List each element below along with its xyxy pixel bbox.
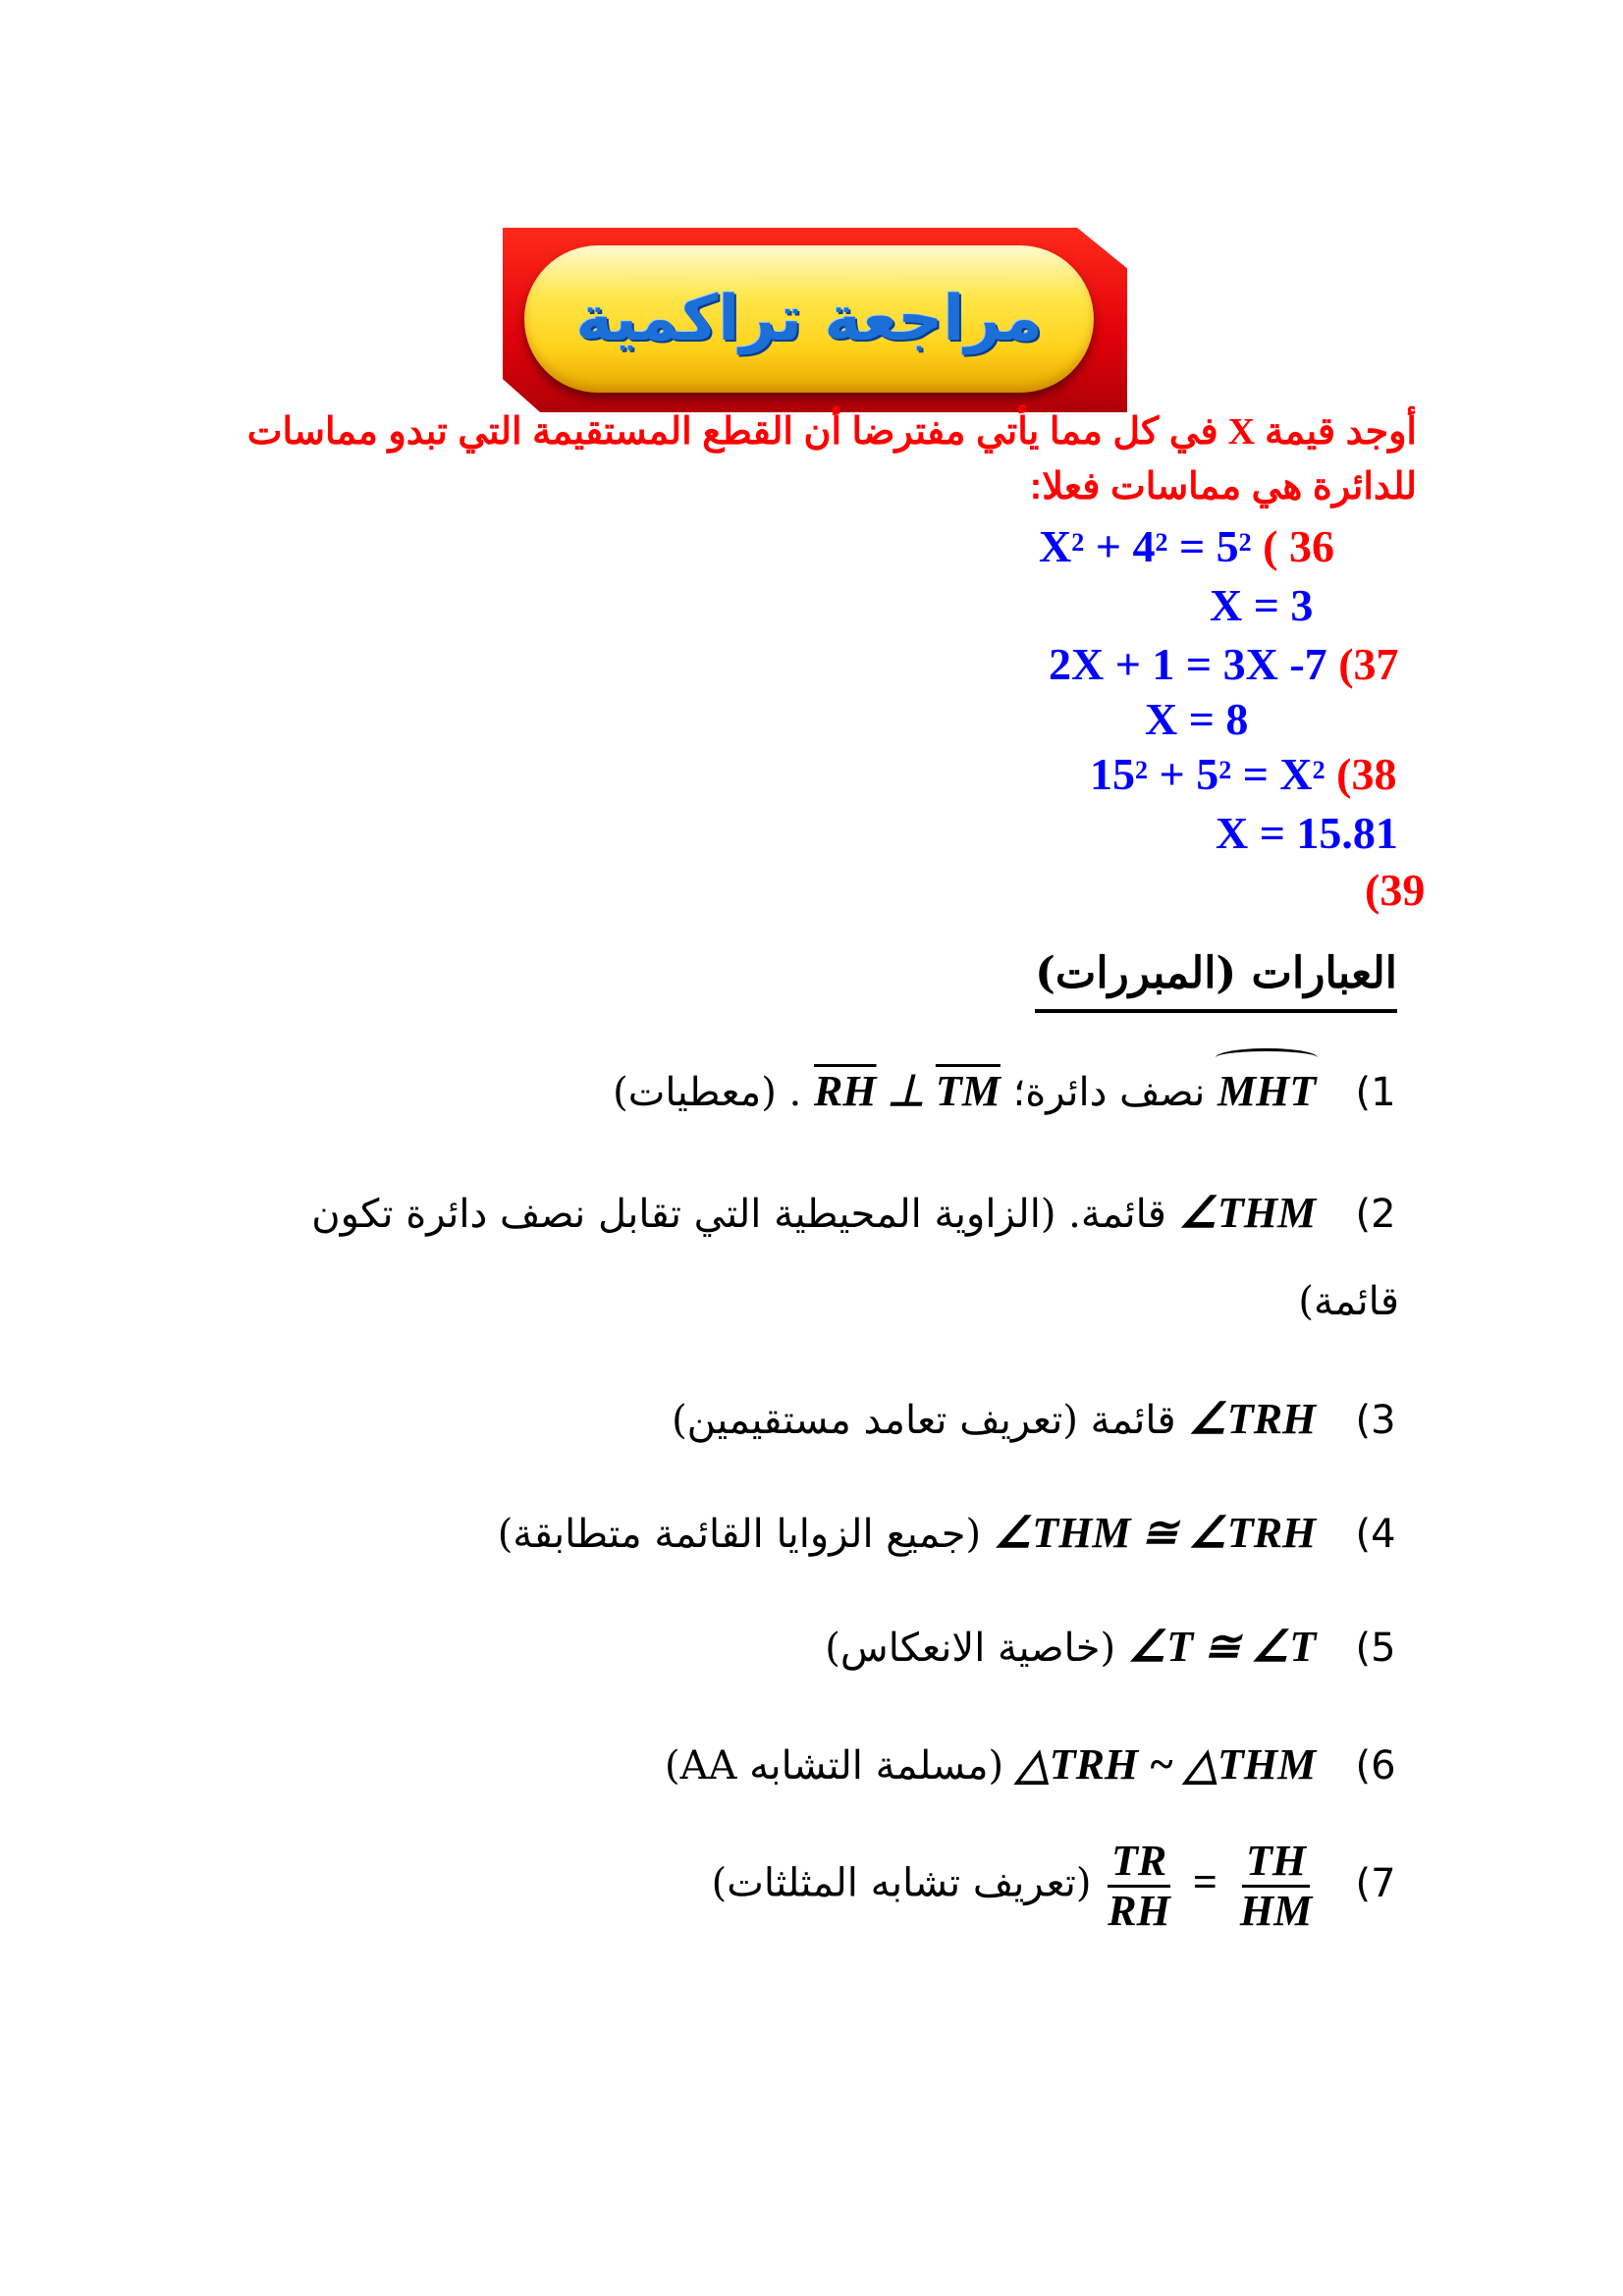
q38-number: (38 <box>1336 749 1397 799</box>
step-number: 5) <box>1355 1626 1396 1671</box>
step-text: نصف دائرة؛ <box>1012 1070 1206 1115</box>
proof-step-3 <box>672 1384 1399 1456</box>
answer-38-result: X = 15.81 <box>1216 808 1398 858</box>
step-number: 3) <box>1355 1398 1396 1443</box>
answer-36-result: X = 3 <box>1210 580 1314 630</box>
q36-equation: $X^2 + 4^2 = 5^2$ <box>1039 521 1252 571</box>
instructions-part-2: في كل مما يأتي مفترضا أن القطع المستقيمة التي تبدو مماسات <box>246 411 1218 453</box>
step-number: 1) <box>1355 1070 1396 1115</box>
step-math: ∠TRH <box>1188 1395 1317 1443</box>
banner-yellow-pill <box>524 245 1094 393</box>
instructions-line-1 <box>229 408 1417 455</box>
step-number: 7) <box>1355 1860 1396 1906</box>
step-math: ∠THM ≅ ∠TRH <box>993 1509 1317 1557</box>
step-number: 4) <box>1355 1512 1396 1557</box>
q37-number: (37 <box>1338 639 1399 689</box>
proof-step-7 <box>712 1838 1399 1935</box>
answer-36-equation <box>1039 520 1334 573</box>
answer-38-equation <box>1090 748 1396 801</box>
instructions-part-1: أوجد قيمة <box>1265 411 1417 453</box>
instructions-line-2: للدائرة هي مماسات فعلا: <box>1029 466 1417 507</box>
proof-title: العبارات (المبررات) <box>1035 944 1397 1013</box>
proof-step-6 <box>665 1730 1399 1801</box>
proof-step-4 <box>498 1498 1399 1570</box>
step-math: △TRH ~ △THM <box>1015 1740 1317 1789</box>
step-text: (مسلمة التشابه AA) <box>664 1743 1004 1789</box>
step-text: (تعريف تشابه المثلثات) <box>711 1860 1092 1906</box>
banner-title: مراجعة تراكمية <box>575 283 1043 355</box>
proof-step-2-continued <box>1298 1266 1399 1337</box>
proof-step-2 <box>311 1178 1399 1250</box>
step-reason: . (معطيات) <box>613 1070 802 1115</box>
answer-37-result: X = 8 <box>1145 694 1249 744</box>
step-text: (جميع الزوايا القائمة متطابقة) <box>497 1512 982 1557</box>
proof-step-5 <box>825 1612 1399 1683</box>
step-text: (خاصية الانعكاس) <box>825 1626 1116 1671</box>
step-math-proportion: $\frac{TR}{RH}$ = $\frac{TH}{HM}$ <box>1104 1838 1316 1935</box>
instructions-variable: X <box>1227 411 1256 453</box>
step-number: 2) <box>1355 1192 1396 1237</box>
q36-number: ( 36 <box>1263 521 1334 571</box>
step-math-arc: MHT <box>1217 1056 1316 1127</box>
q37-equation: 2X + 1 = 3X -7 <box>1049 639 1327 689</box>
step-number: 6) <box>1355 1743 1396 1789</box>
q38-equation: $15^2 + 5^2 = X^2$ <box>1090 749 1325 799</box>
step-math-perpendicular: $\overline{RH}$ ⊥ $\overline{TM}$ <box>813 1067 1001 1115</box>
proof-step-1 <box>613 1056 1399 1128</box>
fraction-left: $\frac{TH}{HM}$ <box>1239 1837 1313 1935</box>
fraction-right: $\frac{TR}{RH}$ <box>1108 1837 1170 1935</box>
answer-37-equation <box>1049 638 1399 691</box>
step-text: قائمة (تعريف تعامد مستقيمين) <box>672 1398 1176 1443</box>
title-banner <box>503 228 1127 412</box>
step-text-continued: قائمة) <box>1298 1279 1399 1324</box>
step-math: ∠T ≅ ∠T <box>1127 1623 1317 1671</box>
step-text: قائمة. (الزاوية المحيطية التي تقابل نصف دائرة تكون <box>311 1192 1166 1237</box>
step-math: ∠THM <box>1178 1189 1317 1237</box>
answer-39-label: (39 <box>1365 865 1426 915</box>
